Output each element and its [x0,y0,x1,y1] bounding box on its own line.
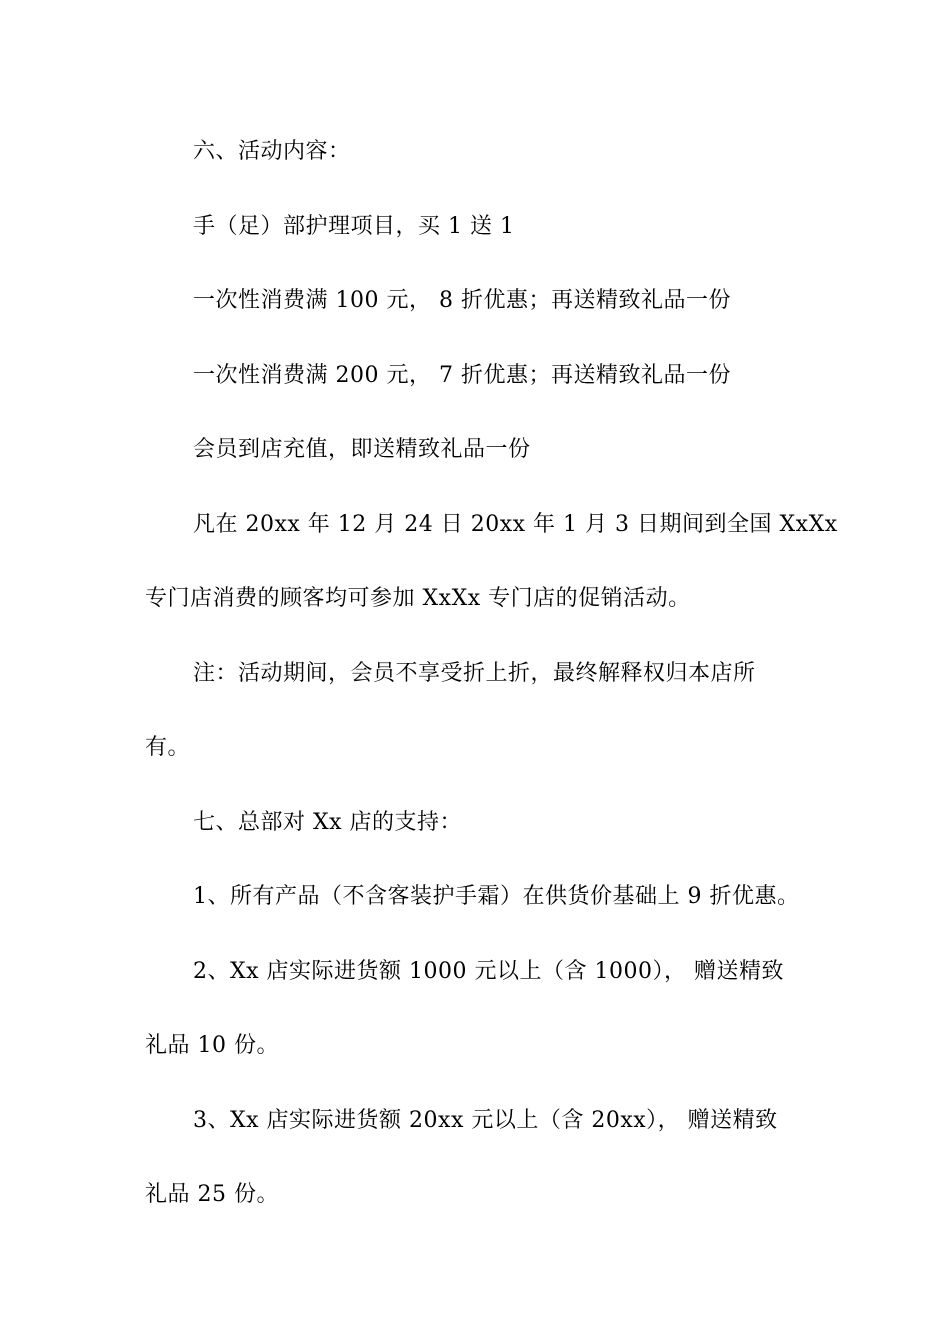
paragraph-line: 凡在 20xx 年 12 月 24 日 20xx 年 1 月 3 日期间到全国 XxXx [193,512,838,537]
paragraph-line: 会员到店充值，即送精致礼品一份 [193,437,531,462]
paragraph-line: 手（足）部护理项目，买 1 送 1 [193,214,515,239]
paragraph-line: 礼品 25 份。 [145,1182,279,1207]
paragraph-line: 一次性消费满 200 元， 7 折优惠；再送精致礼品一份 [193,363,731,388]
section-heading-hq-support: 七、总部对 Xx 店的支持： [193,810,463,835]
paragraph-line: 专门店消费的顾客均可参加 XxXx 专门店的促销活动。 [145,586,691,611]
section-heading-activity-content: 六、活动内容： [193,139,351,164]
paragraph-line: 有。 [145,735,191,760]
paragraph-line: 礼品 10 份。 [145,1033,279,1058]
paragraph-line: 注：活动期间，会员不享受折上折，最终解释权归本店所 [193,661,756,686]
paragraph-line: 一次性消费满 100 元， 8 折优惠；再送精致礼品一份 [193,288,731,313]
paragraph-line: 2、Xx 店实际进货额 1000 元以上（含 1000）， 赠送精致 [193,959,785,984]
paragraph-line: 1、所有产品（不含客装护手霜）在供货价基础上 9 折优惠。 [193,884,800,909]
paragraph-line: 3、Xx 店实际进货额 20xx 元以上（含 20xx）， 赠送精致 [193,1108,778,1133]
